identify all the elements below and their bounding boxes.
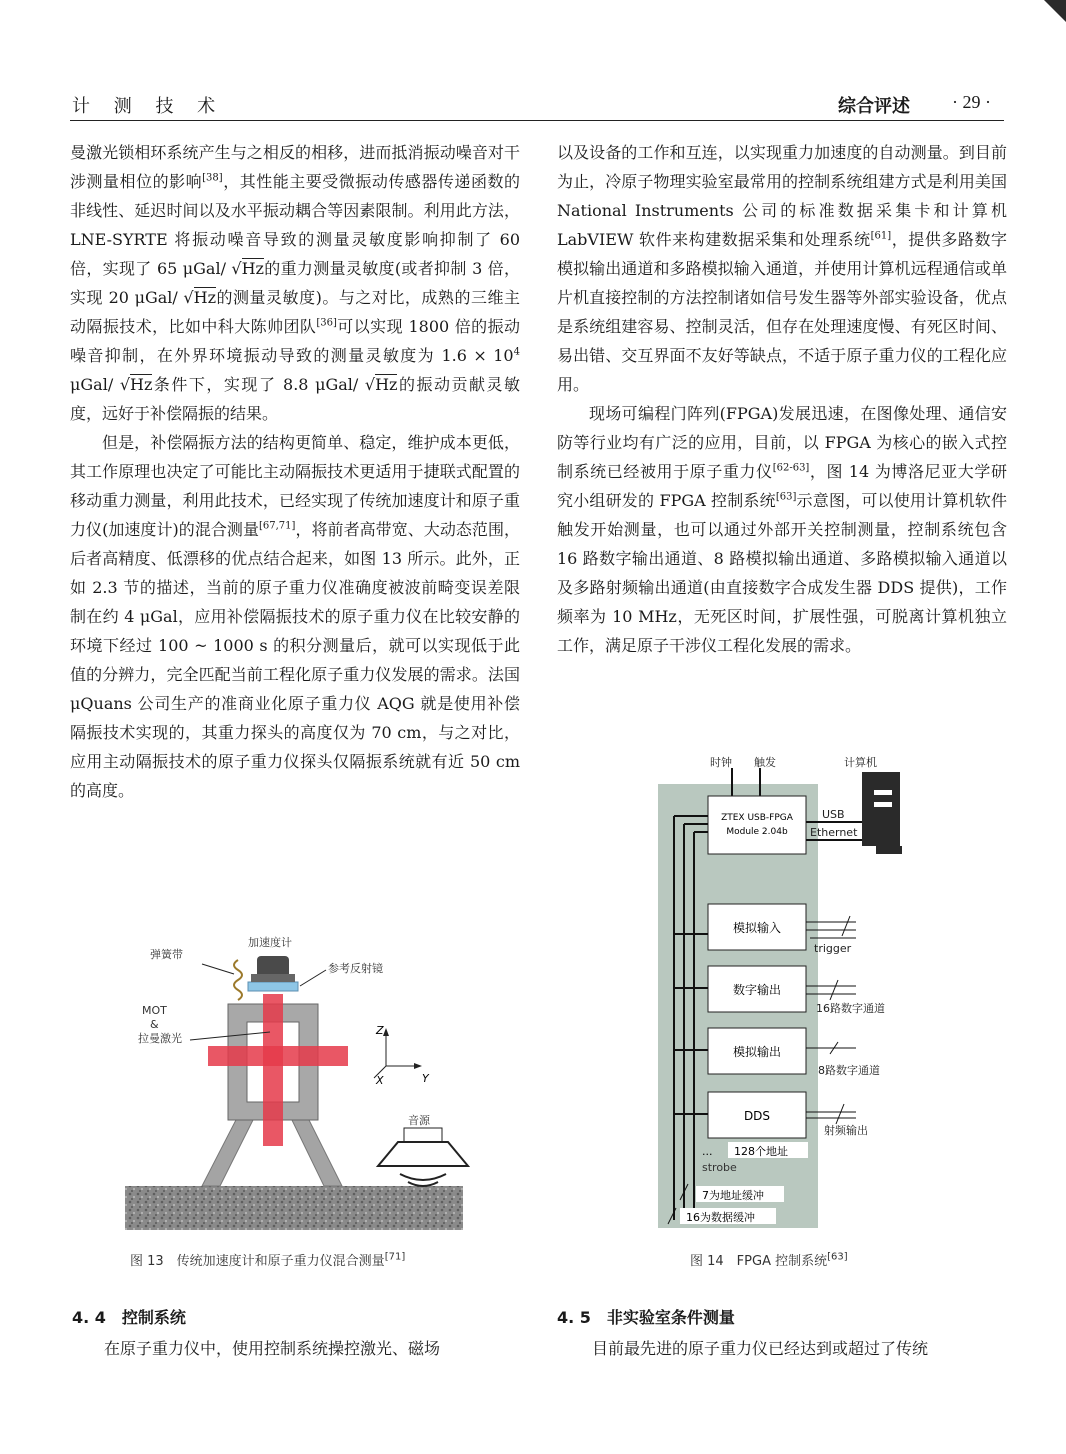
right-paragraph-2: 现场可编程门阵列(FPGA)发展迅速，在图像处理、通信安防等行业均有广泛的应用，目前，以 FPGA 为核心的嵌入式控制系统已经被用于原子重力仪[62-63]，图 14 为博洛尼亚大学研究小组研发的 FPGA 控制系统[63]示意图，可以使用计算机软件触发开始测量，也可以通过外部开关控制测量，控制系统包含 16 路数字输出通道、8 路模拟输出通道、多路模拟输入通道以及多路射频输出通道(由直接数字合成发生器 DDS 提供)，工作频率为 10 MHz，无死区时间，扩展性强，可脱离计算机独立工作，满足原子干涉仪工程化发展的需求。 [557,404,1007,655]
figure-14-diagram [650,750,910,1230]
header-rule [70,120,1004,121]
svg-text:射频输出: 射频输出 [824,1124,868,1137]
svg-text:音源: 音源 [408,1114,430,1127]
section-4-5-heading: 4. 5 非实验室条件测量 [557,1308,735,1327]
svg-text:128个地址: 128个地址 [734,1145,788,1158]
right-paragraph-1: 以及设备的工作和互连，以实现重力加速度的自动测量。到目前为止，冷原子物理实验室最常用的控制系统组建方式是利用美国 National Instruments 公司的标准数据采集卡和计算机 LabVIEW 软件来构建数据采集和处理系统[61]，提供多路数字模拟输出通道和多路模拟输入通道，并使用计算机远程通信或单片机直接控制的方法控制诸如信号发生器等外部实验设备，优点是系统组建容易、控制灵活，但存在处理速度慢、有死区时间、易出错、交互界面不友好等缺点，不适于原子重力仪的工程化应用。 [557,143,1007,394]
svg-text:DDS: DDS [743,1109,771,1123]
left-column [70,138,520,805]
svg-text:trigger: trigger [814,942,852,955]
svg-text:Y: Y [422,1072,429,1085]
svg-text:USB: USB [822,808,845,821]
spring-icon [234,960,242,1000]
section-4-4-text: 在原子重力仪中，使用控制系统操控激光、磁场 [104,1339,441,1358]
svg-text:7为地址缓冲: 7为地址缓冲 [702,1189,764,1202]
svg-text:8路数字通道: 8路数字通道 [818,1064,880,1077]
svg-text:拉曼激光: 拉曼激光 [138,1032,182,1045]
svg-text:模拟输入: 模拟输入 [732,921,782,935]
svg-text:16路数字通道: 16路数字通道 [816,1002,885,1015]
right-leg [290,1116,342,1186]
left-paragraph-1: 曼激光锁相环系统产生与之相反的相移，进而抵消振动噪音对干涉测量相位的影响[38]，其性能主要受微振动传感器传递函数的非线性、延迟时间以及水平振动耦合等因素限制。利用此方法，LNE-SYRTE 将振动噪音导致的测量灵敏度影响抑制了 60 倍，实现了 65 μGal/ √Hz的重力测量灵敏度(或者抑制 3 倍，实现 20 μGal/ √Hz的测量灵敏度)。与之对比，成熟的三维主动隔振技术，比如中科大陈帅团队[36]可以实现 1800 倍的振动噪音抑制，在外界环境振动导致的测量灵敏度为 $1.6 \times 10^4$ μGal/ √Hz条件下，实现了 8.8 μGal/ √Hz的振动贡献灵敏度，远好于补偿隔振的结果。 [70,143,521,423]
svg-text:strobe: strobe [702,1161,737,1174]
figure-13-diagram [120,928,470,1233]
svg-text:弹簧带: 弹簧带 [150,948,183,961]
left-leg [202,1116,255,1186]
svg-text:&: & [150,1018,159,1031]
raman-laser-beam-vertical [263,994,283,1146]
svg-text:时钟: 时钟 [710,756,732,769]
svg-text:参考反射镜: 参考反射镜 [328,962,383,975]
speaker-icon [378,1142,468,1166]
ground [125,1186,463,1230]
figure-13-caption: 图 13 传统加速度计和原子重力仪混合测量[71] [130,1251,406,1269]
svg-text:Ethernet: Ethernet [810,826,858,839]
svg-text:16为数据缓冲: 16为数据缓冲 [686,1211,755,1224]
svg-text:MOT: MOT [142,1004,167,1017]
svg-text:...: ... [702,1145,713,1158]
svg-text:Module 2.04b: Module 2.04b [726,827,788,837]
page-corner-mark [1044,0,1066,22]
journal-name: 计 测 技 术 [72,96,225,117]
svg-text:计算机: 计算机 [844,756,877,769]
section-4-5-text: 目前最先进的原子重力仪已经达到或超过了传统 [592,1339,929,1358]
left-paragraph-2: 但是，补偿隔振方法的结构更简单、稳定，维护成本更低，其工作原理也决定了可能比主动隔振技术更适用于捷联式配置的移动重力测量，利用此技术，已经实现了传统加速度计和原子重力仪(加速度计)的混合测量[67,71]，将前者高带宽、大动态范围，后者高精度、低漂移的优点结合起来，如图 13 所示。此外，正如 2.3 节的描述，当前的原子重力仪准确度被波前畸变误差限制在约 4 μGal，应用补偿隔振技术的原子重力仪在比较安静的环境下经过 100 ~ 1000 s 的积分测量后，就可以实现低于此值的分辨力，完全匹配当前工程化原子重力仪发展的需求。法国 μQuans 公司生产的准商业化原子重力仪 AQG 就是使用补偿隔振技术实现的，其重力探头的高度仅为 70 cm，与之对比，应用主动隔振技术的原子重力仪探头仅隔振系统就有近 50 cm的高度。 [70,433,520,800]
svg-text:ZTEX USB-FPGA: ZTEX USB-FPGA [721,813,793,823]
ztex-module-box [708,796,806,854]
svg-text:触发: 触发 [754,756,776,769]
section-4-4-heading: 4. 4 控制系统 [72,1308,186,1327]
svg-text:Z: Z [376,1024,384,1037]
page-number: · 29 · [952,92,991,112]
figure-14-caption: 图 14 FPGA 控制系统[63] [690,1251,848,1269]
right-column [557,138,1007,660]
computer-icon [862,772,900,854]
section-name: 综合评述 [838,96,910,117]
svg-text:加速度计: 加速度计 [248,936,292,949]
reference-mirror [248,982,298,991]
svg-text:数字输出: 数字输出 [732,983,782,997]
svg-text:模拟输出: 模拟输出 [732,1045,782,1059]
svg-text:X: X [376,1074,384,1087]
